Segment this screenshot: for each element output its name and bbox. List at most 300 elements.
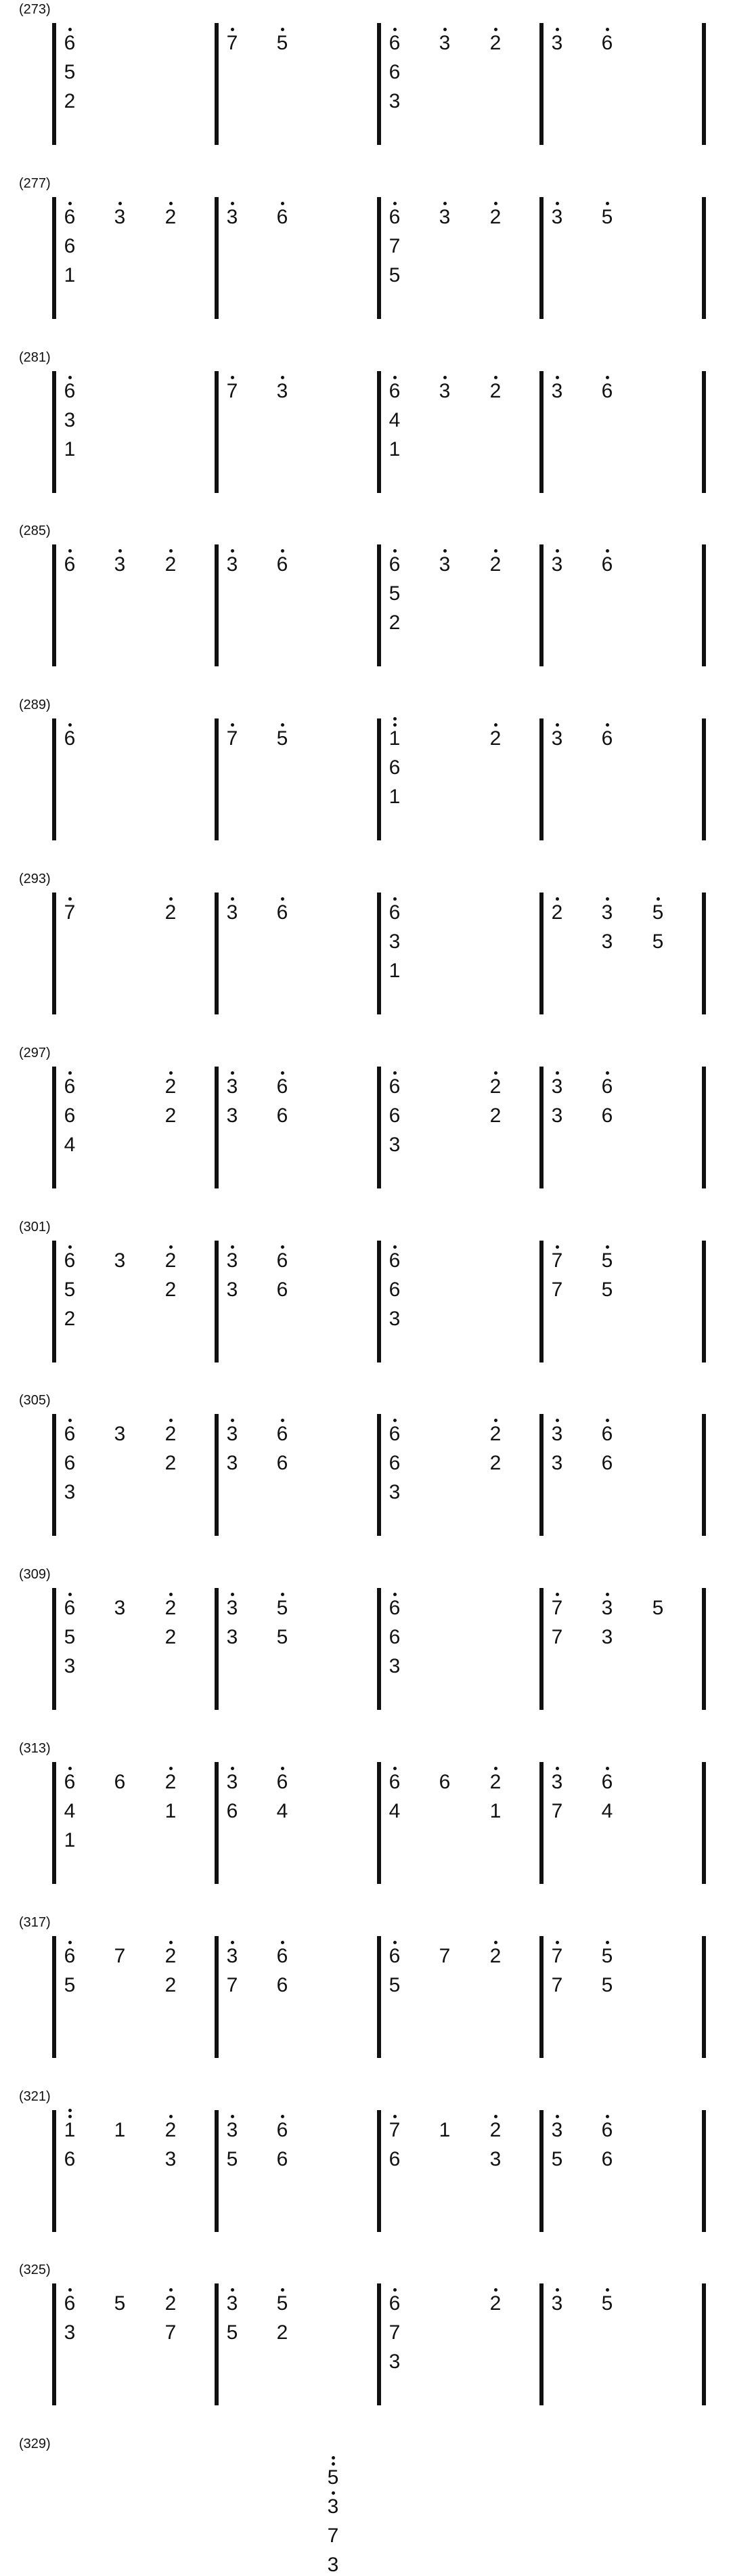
note: 3 [64, 408, 76, 431]
note: 6 [594, 555, 621, 575]
barline [702, 1588, 706, 1710]
note: 3 [219, 2120, 246, 2141]
octave-dot [231, 2115, 234, 2118]
note: 3 [544, 1077, 571, 1097]
octave-dot [393, 2115, 397, 2118]
octave-dot [393, 1941, 397, 1944]
note: 7 [381, 2120, 408, 2141]
note: 6 [381, 1598, 408, 1618]
octave-dot [332, 2462, 335, 2466]
note: 2 [482, 2120, 509, 2141]
note: 6 [381, 1424, 408, 1444]
octave-dot [281, 723, 284, 727]
note: 2 [157, 1598, 184, 1618]
octave-dot [393, 1071, 397, 1075]
octave-dot [494, 28, 497, 31]
octave-dot [169, 1245, 173, 1249]
measure-number: (277) [19, 175, 51, 191]
octave-dot [393, 717, 397, 721]
note: 7 [327, 2525, 339, 2548]
note: 3 [594, 1598, 621, 1618]
octave-dot [556, 28, 559, 31]
note: 5 [64, 61, 76, 83]
octave-dot [494, 1419, 497, 1422]
note: 5 [601, 1973, 613, 1996]
octave-dot [556, 2115, 559, 2118]
note: 3 [544, 1424, 571, 1444]
note: 6 [269, 207, 296, 228]
note: 1 [64, 263, 76, 286]
note: 5 [594, 1251, 621, 1271]
octave-dot [169, 202, 173, 205]
octave-dot [443, 202, 447, 205]
note: 6 [269, 1946, 296, 1967]
note: 3 [389, 1655, 401, 1678]
octave-dot [281, 1419, 284, 1422]
note: 7 [439, 1944, 451, 1967]
octave-dot [231, 202, 234, 205]
octave-dot [68, 2109, 72, 2112]
note: 3 [544, 2294, 571, 2314]
note: 6 [389, 1104, 401, 1127]
note: 5 [226, 2147, 238, 2170]
note: 6 [269, 903, 296, 923]
note: 6 [381, 555, 408, 575]
note: 4 [389, 1800, 401, 1822]
octave-dot [231, 897, 234, 901]
note: 6 [381, 903, 408, 923]
octave-dot [169, 1071, 173, 1075]
note: 6 [381, 381, 408, 402]
note: 2 [276, 2321, 288, 2344]
octave-dot [68, 1767, 72, 1770]
barline [702, 1241, 706, 1362]
octave-dot [606, 2288, 609, 2292]
note: 6 [56, 1598, 83, 1618]
note: 3 [544, 381, 571, 402]
note: 2 [489, 1104, 502, 1127]
note: 6 [56, 2294, 83, 2314]
note: 3 [544, 555, 571, 575]
note: 6 [594, 1772, 621, 1793]
octave-dot [68, 202, 72, 205]
octave-dot [231, 1419, 234, 1422]
octave-dot [494, 2115, 497, 2118]
note: 3 [226, 1278, 238, 1301]
octave-dot [281, 1245, 284, 1249]
note: 3 [219, 903, 246, 923]
measure-number: (321) [19, 2088, 51, 2104]
note: 3 [114, 1597, 126, 1620]
note: 1 [56, 2120, 83, 2141]
note: 6 [389, 61, 401, 83]
note: 2 [482, 1424, 509, 1444]
note: 5 [652, 930, 664, 953]
octave-dot [494, 1941, 497, 1944]
note: 6 [276, 1452, 288, 1475]
octave-dot [606, 1767, 609, 1770]
note: 3 [219, 207, 246, 228]
barline [702, 718, 706, 840]
octave-dot [657, 897, 660, 901]
note: 3 [594, 903, 621, 923]
note: 5 [551, 2147, 563, 2170]
note: 6 [64, 1104, 76, 1127]
note: 5 [269, 729, 296, 749]
barline [702, 1762, 706, 1884]
octave-dot [393, 1245, 397, 1249]
octave-dot [118, 202, 122, 205]
note: 5 [276, 1626, 288, 1649]
octave-dot [68, 1593, 72, 1596]
octave-dot [68, 1245, 72, 1249]
note: 5 [594, 2294, 621, 2314]
octave-dot [231, 376, 234, 379]
note: 3 [389, 2350, 401, 2374]
note: 6 [276, 1278, 288, 1301]
octave-dot [556, 1419, 559, 1422]
octave-dot [393, 202, 397, 205]
note: 6 [56, 1251, 83, 1271]
note: 6 [439, 1771, 451, 1793]
note: 2 [157, 2120, 184, 2141]
note: 6 [381, 207, 408, 228]
octave-dot [169, 2288, 173, 2292]
note: 7 [219, 33, 246, 53]
note: 6 [269, 2120, 296, 2141]
note: 2 [164, 1626, 177, 1649]
octave-dot [494, 1767, 497, 1770]
octave-dot [281, 1941, 284, 1944]
note: 7 [544, 1598, 571, 1618]
note: 3 [389, 1481, 401, 1504]
note: 2 [157, 903, 184, 923]
octave-dot [68, 1071, 72, 1075]
measure-number: (305) [19, 1393, 51, 1409]
note: 2 [164, 1452, 177, 1475]
octave-dot [606, 2115, 609, 2118]
octave-dot [68, 28, 72, 31]
note: 3 [544, 207, 571, 228]
note: 2 [64, 90, 76, 112]
note: 1 [64, 437, 76, 460]
octave-dot [393, 28, 397, 31]
note: 6 [381, 1077, 408, 1097]
octave-dot [68, 1941, 72, 1944]
note: 2 [64, 1307, 76, 1330]
note: 6 [56, 1946, 83, 1967]
note: 2 [157, 555, 184, 575]
note: 6 [269, 555, 296, 575]
note: 1 [389, 786, 401, 809]
octave-dot [169, 2115, 173, 2118]
octave-dot [68, 2288, 72, 2292]
octave-dot [169, 1767, 173, 1770]
note: 2 [164, 1973, 177, 1996]
note: 5 [652, 1597, 664, 1620]
octave-dot [332, 2491, 335, 2495]
barline [702, 2110, 706, 2232]
note: 6 [381, 2294, 408, 2314]
barline [702, 23, 706, 145]
note: 3 [64, 1481, 76, 1504]
octave-dot [169, 1941, 173, 1944]
octave-dot [494, 376, 497, 379]
note: 3 [219, 2294, 246, 2314]
note: 3 [327, 2554, 339, 2576]
note: 5 [269, 2294, 296, 2314]
note: 3 [226, 1626, 238, 1649]
octave-dot [606, 376, 609, 379]
note: 6 [594, 33, 621, 53]
note: 2 [157, 2294, 184, 2314]
note: 2 [482, 381, 509, 402]
note: 6 [389, 1452, 401, 1475]
note: 7 [219, 729, 246, 749]
measure-number: (281) [19, 349, 51, 365]
note: 5 [389, 1973, 401, 1996]
octave-dot [231, 1245, 234, 1249]
octave-dot [231, 28, 234, 31]
octave-dot [393, 376, 397, 379]
note: 2 [157, 207, 184, 228]
octave-dot [68, 2115, 72, 2118]
octave-dot [393, 1419, 397, 1422]
note: 3 [544, 2120, 571, 2141]
note: 1 [439, 2118, 451, 2141]
note: 5 [594, 207, 621, 228]
note: 6 [594, 1077, 621, 1097]
note: 2 [482, 729, 509, 749]
note: 1 [114, 2118, 126, 2141]
note: 3 [601, 930, 613, 953]
note: 6 [601, 1452, 613, 1475]
octave-dot [606, 723, 609, 727]
note: 4 [601, 1800, 613, 1822]
note: 3 [64, 1655, 76, 1678]
barline [702, 197, 706, 319]
octave-dot [393, 549, 397, 553]
note: 7 [56, 903, 83, 923]
note: 3 [64, 2321, 76, 2344]
note: 6 [64, 1452, 76, 1475]
octave-dot [281, 1071, 284, 1075]
note: 4 [276, 1800, 288, 1822]
note: 7 [544, 1251, 571, 1271]
octave-dot [231, 2288, 234, 2292]
note: 1 [389, 960, 401, 982]
note: 2 [157, 1251, 184, 1271]
octave-dot [556, 202, 559, 205]
octave-dot [68, 723, 72, 727]
note: 7 [114, 1944, 126, 1967]
octave-dot [393, 1767, 397, 1770]
measure-number: (297) [19, 1045, 51, 1060]
octave-dot [556, 549, 559, 553]
octave-dot [281, 1593, 284, 1596]
octave-dot [281, 1767, 284, 1770]
note: 3 [219, 1598, 246, 1618]
octave-dot [494, 723, 497, 727]
note: 7 [544, 1946, 571, 1967]
note: 6 [381, 1772, 408, 1793]
note: 3 [601, 1626, 613, 1649]
octave-dot [231, 1071, 234, 1075]
octave-dot [606, 28, 609, 31]
note: 7 [226, 1973, 238, 1996]
note: 4 [64, 1800, 76, 1822]
barline [702, 2283, 706, 2405]
note: 7 [219, 381, 246, 402]
note: 6 [56, 381, 83, 402]
measure-number: (313) [19, 1741, 51, 1756]
octave-dot [281, 376, 284, 379]
note: 6 [389, 1626, 401, 1649]
note: 2 [482, 33, 509, 53]
note: 7 [164, 2321, 177, 2344]
note: 4 [389, 408, 401, 431]
note: 5 [64, 1278, 76, 1301]
note: 2 [482, 555, 509, 575]
octave-dot [606, 1941, 609, 1944]
note: 6 [389, 2147, 401, 2170]
barline [702, 1067, 706, 1188]
barline [702, 1936, 706, 2058]
note: 2 [157, 1077, 184, 1097]
octave-dot [169, 549, 173, 553]
note: 3 [544, 729, 571, 749]
octave-dot [281, 2288, 284, 2292]
note: 2 [157, 1424, 184, 1444]
note: 6 [276, 2147, 288, 2170]
octave-dot [556, 897, 559, 901]
note: 3 [106, 207, 133, 228]
barline [702, 544, 706, 666]
octave-dot [443, 376, 447, 379]
measure-number: (309) [19, 1567, 51, 1583]
note: 1 [164, 1800, 177, 1822]
note: 5 [64, 1973, 76, 1996]
note: 1 [64, 1829, 76, 1851]
octave-dot [231, 723, 234, 727]
octave-dot [556, 376, 559, 379]
note: 7 [551, 1626, 563, 1649]
octave-dot [556, 1071, 559, 1075]
note: 6 [594, 2120, 621, 2141]
note: 3 [269, 381, 296, 402]
note: 6 [56, 1424, 83, 1444]
note: 3 [319, 2497, 347, 2517]
note: 5 [114, 2292, 126, 2315]
measure-number: (273) [19, 2, 51, 17]
note: 3 [544, 1772, 571, 1793]
note: 6 [389, 1278, 401, 1301]
note: 2 [389, 611, 401, 635]
note: 6 [601, 2147, 613, 2170]
note: 3 [226, 1104, 238, 1127]
octave-dot [281, 28, 284, 31]
note: 6 [269, 1772, 296, 1793]
note: 3 [226, 1452, 238, 1475]
note: 7 [389, 234, 401, 257]
octave-dot [231, 1767, 234, 1770]
note: 1 [489, 1800, 502, 1822]
note: 2 [164, 1278, 177, 1301]
note: 6 [226, 1800, 238, 1822]
note: 3 [544, 33, 571, 53]
note: 5 [601, 1278, 613, 1301]
note: 3 [431, 207, 458, 228]
octave-dot [494, 2288, 497, 2292]
octave-dot [281, 202, 284, 205]
note: 3 [389, 1307, 401, 1330]
octave-dot [68, 549, 72, 553]
octave-dot [556, 723, 559, 727]
octave-dot [281, 2115, 284, 2118]
octave-dot [281, 897, 284, 901]
note: 1 [389, 437, 401, 460]
barline [702, 893, 706, 1014]
note: 2 [482, 207, 509, 228]
note: 6 [594, 1424, 621, 1444]
note: 5 [269, 33, 296, 53]
note: 6 [56, 1772, 83, 1793]
note: 3 [219, 555, 246, 575]
measure-number: (285) [19, 523, 51, 539]
note: 2 [482, 1946, 509, 1967]
note: 6 [601, 1104, 613, 1127]
note: 6 [594, 381, 621, 402]
note: 2 [157, 1772, 184, 1793]
octave-dot [169, 1593, 173, 1596]
note: 3 [219, 1946, 246, 1967]
octave-dot [68, 1419, 72, 1422]
note: 7 [551, 1278, 563, 1301]
note: 3 [389, 1133, 401, 1156]
octave-dot [393, 897, 397, 901]
octave-dot [393, 723, 397, 727]
note: 3 [114, 1423, 126, 1446]
note: 6 [276, 1104, 288, 1127]
note: 6 [56, 1077, 83, 1097]
octave-dot [118, 549, 122, 553]
note: 3 [389, 930, 401, 953]
octave-dot [556, 1941, 559, 1944]
note: 5 [389, 582, 401, 605]
octave-dot [556, 1593, 559, 1596]
octave-dot [606, 1245, 609, 1249]
note: 6 [381, 1946, 408, 1967]
note: 2 [157, 1946, 184, 1967]
octave-dot [332, 2456, 335, 2460]
octave-dot [606, 1419, 609, 1422]
note: 3 [106, 555, 133, 575]
measure-number: (329) [19, 2437, 51, 2452]
octave-dot [393, 1593, 397, 1596]
octave-dot [606, 202, 609, 205]
octave-dot [169, 897, 173, 901]
note: 6 [269, 1251, 296, 1271]
octave-dot [443, 28, 447, 31]
measure-number: (325) [19, 2262, 51, 2278]
octave-dot [494, 549, 497, 553]
octave-dot [494, 202, 497, 205]
octave-dot [281, 549, 284, 553]
note: 3 [431, 381, 458, 402]
note: 6 [594, 729, 621, 749]
octave-dot [231, 1941, 234, 1944]
note: 3 [219, 1251, 246, 1271]
